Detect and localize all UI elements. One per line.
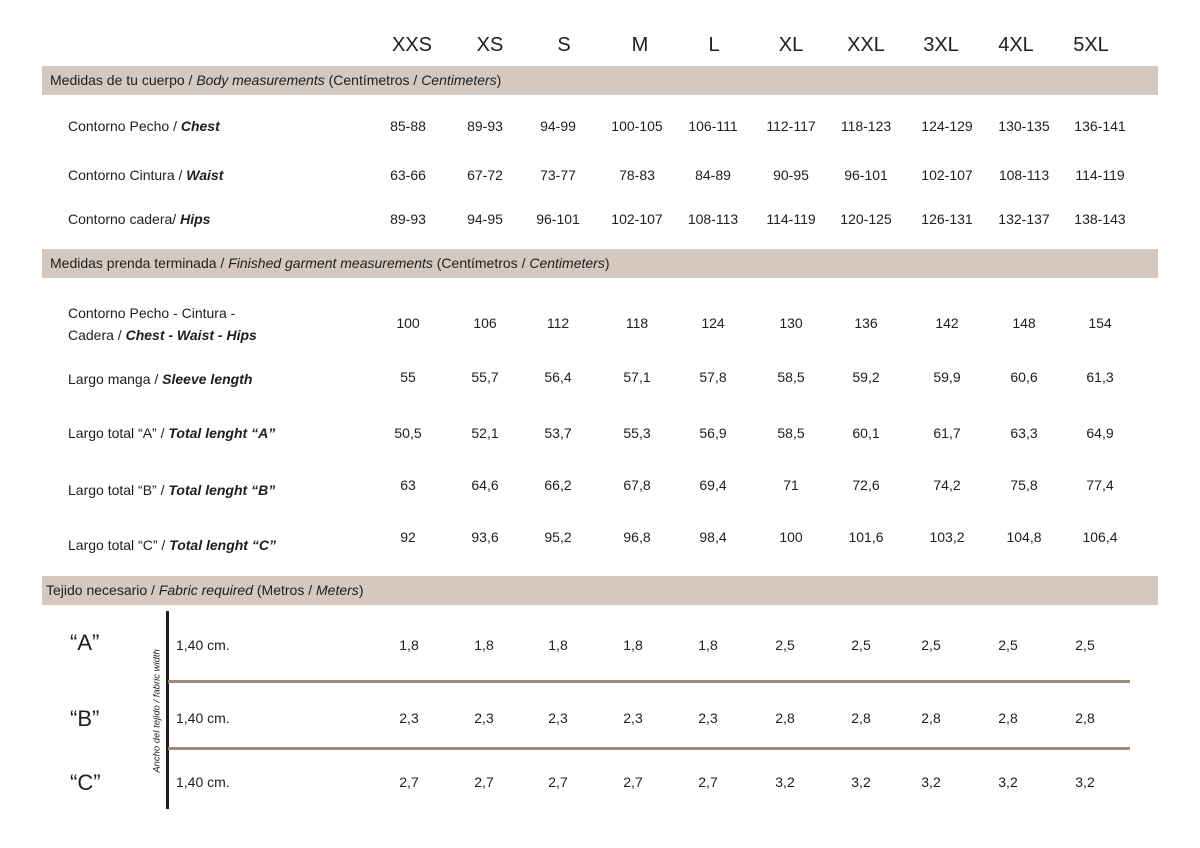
garment-value-cell: 112 xyxy=(546,315,570,331)
size-header-3xl: 3XL xyxy=(923,34,959,56)
garment-value-cell: 58,5 xyxy=(777,369,805,385)
fabric-value-cell: 3,2 xyxy=(1075,774,1095,790)
garment-value-cell: 55,7 xyxy=(471,369,499,385)
body-value-cell: 102-107 xyxy=(921,167,973,183)
body-value-cell: 124-129 xyxy=(921,118,973,134)
garment-value-cell: 67,8 xyxy=(623,477,651,493)
body-value-cell: 78-83 xyxy=(619,167,655,183)
garment-value-cell: 101,6 xyxy=(848,529,884,545)
garment-value-cell: 64,6 xyxy=(471,477,499,493)
garment-value-cell: 98,4 xyxy=(699,529,727,545)
fabric-value-cell: 2,3 xyxy=(698,710,718,726)
garment-value-cell: 55,3 xyxy=(623,425,651,441)
body-value-cell: 73-77 xyxy=(540,167,576,183)
garment-value-cell: 60,6 xyxy=(1010,369,1038,385)
fabric-width-vertical-label: Ancho del tejido / fabric width xyxy=(151,649,163,773)
row-label-chest-waist-hips: Contorno Pecho - Cintura - Cadera / Chest - Waist - Hips xyxy=(68,305,257,343)
fabric-value-cell: 1,8 xyxy=(474,637,494,653)
body-value-cell: 130-135 xyxy=(998,118,1050,134)
fabric-value-cell: 2,7 xyxy=(698,774,718,790)
garment-measurements-heading: Medidas prenda terminada / Finished garment measurements (Centímetros / Centimeters) xyxy=(50,255,610,271)
body-value-cell: 136-141 xyxy=(1074,118,1126,134)
fabric-letter-c: “C” xyxy=(70,770,101,795)
body-value-cell: 96-101 xyxy=(536,211,580,227)
row-label-waist: Contorno Cintura / Waist xyxy=(68,167,224,183)
garment-value-cell: 64,9 xyxy=(1086,425,1114,441)
body-measurements-band xyxy=(42,66,1158,95)
fabric-width-c: 1,40 cm. xyxy=(176,774,230,790)
fabric-letter-a: “A” xyxy=(70,630,100,655)
size-header-xs: XS xyxy=(476,34,504,56)
fabric-row-divider-1 xyxy=(168,680,1130,683)
fabric-value-cell: 1,8 xyxy=(623,637,643,653)
garment-value-cell: 136 xyxy=(854,315,878,331)
garment-value-cell: 59,9 xyxy=(933,369,961,385)
garment-value-cell: 106 xyxy=(473,315,497,331)
fabric-width-a: 1,40 cm. xyxy=(176,637,230,653)
garment-measurements-band xyxy=(42,249,1158,278)
fabric-row-divider-2 xyxy=(168,747,1130,750)
garment-value-cell: 124 xyxy=(701,315,725,331)
garment-value-cell: 55 xyxy=(400,369,416,385)
garment-value-cell: 60,1 xyxy=(852,425,880,441)
garment-value-cell: 52,1 xyxy=(471,425,499,441)
fabric-value-cell: 1,8 xyxy=(548,637,568,653)
garment-value-cell: 118 xyxy=(625,315,649,331)
garment-value-cell: 59,2 xyxy=(852,369,880,385)
body-value-cell: 89-93 xyxy=(467,118,503,134)
size-header-m: M xyxy=(631,34,649,56)
fabric-value-cell: 2,8 xyxy=(921,710,941,726)
body-value-cell: 94-99 xyxy=(540,118,576,134)
body-value-cell: 100-105 xyxy=(611,118,663,134)
fabric-value-cell: 2,7 xyxy=(623,774,643,790)
size-header-l: L xyxy=(708,34,720,56)
garment-value-cell: 50,5 xyxy=(394,425,422,441)
fabric-value-cell: 3,2 xyxy=(921,774,941,790)
fabric-letter-b: “B” xyxy=(70,706,100,731)
size-header-xxs: XXS xyxy=(391,34,433,56)
garment-value-cell: 104,8 xyxy=(1006,529,1042,545)
fabric-value-cell: 2,8 xyxy=(1075,710,1095,726)
body-value-cell: 90-95 xyxy=(773,167,809,183)
garment-value-cell: 58,5 xyxy=(777,425,805,441)
body-value-cell: 94-95 xyxy=(467,211,503,227)
garment-value-cell: 130 xyxy=(779,315,803,331)
row-label-total-length-c: Largo total “C” / Total lenght “C” xyxy=(68,537,276,553)
garment-value-cell: 75,8 xyxy=(1010,477,1038,493)
fabric-value-cell: 2,5 xyxy=(851,637,871,653)
garment-value-cell: 95,2 xyxy=(544,529,572,545)
fabric-required-band xyxy=(42,576,1158,605)
fabric-value-cell: 2,7 xyxy=(548,774,568,790)
body-value-cell: 132-137 xyxy=(998,211,1050,227)
row-label-chest: Contorno Pecho / Chest xyxy=(68,118,220,134)
fabric-required-heading: Tejido necesario / Fabric required (Metros / Meters) xyxy=(46,582,364,598)
garment-value-cell: 74,2 xyxy=(933,477,961,493)
fabric-value-cell: 2,5 xyxy=(775,637,795,653)
row-label-total-length-b: Largo total “B” / Total lenght “B” xyxy=(68,482,276,498)
garment-value-cell: 57,1 xyxy=(623,369,651,385)
body-value-cell: 102-107 xyxy=(611,211,663,227)
garment-value-cell: 63 xyxy=(400,477,416,493)
body-value-cell: 85-88 xyxy=(390,118,426,134)
body-value-cell: 118-123 xyxy=(840,118,892,134)
garment-value-cell: 106,4 xyxy=(1082,529,1118,545)
fabric-value-cell: 2,8 xyxy=(998,710,1018,726)
garment-value-cell: 100 xyxy=(779,529,803,545)
fabric-value-cell: 2,8 xyxy=(775,710,795,726)
garment-value-cell: 66,2 xyxy=(544,477,572,493)
fabric-value-cell: 2,7 xyxy=(474,774,494,790)
garment-value-cell: 96,8 xyxy=(623,529,651,545)
row-label-total-length-a: Largo total “A” / Total lenght “A” xyxy=(68,425,276,441)
body-value-cell: 126-131 xyxy=(921,211,973,227)
fabric-value-cell: 3,2 xyxy=(851,774,871,790)
garment-value-cell: 154 xyxy=(1088,315,1112,331)
fabric-value-cell: 2,5 xyxy=(998,637,1018,653)
fabric-value-cell: 3,2 xyxy=(998,774,1018,790)
garment-value-cell: 71 xyxy=(783,477,799,493)
garment-value-cell: 56,4 xyxy=(544,369,572,385)
fabric-value-cell: 2,3 xyxy=(399,710,419,726)
garment-value-cell: 57,8 xyxy=(699,369,727,385)
body-value-cell: 114-119 xyxy=(766,211,816,227)
garment-value-cell: 53,7 xyxy=(544,425,572,441)
body-measurements-heading: Medidas de tu cuerpo / Body measurements (Centímetros / Centimeters) xyxy=(50,72,502,88)
fabric-value-cell: 2,3 xyxy=(474,710,494,726)
garment-value-cell: 142 xyxy=(935,315,959,331)
fabric-value-cell: 2,3 xyxy=(548,710,568,726)
body-value-cell: 106-111 xyxy=(688,118,738,134)
body-value-cell: 120-125 xyxy=(840,211,892,227)
body-value-cell: 84-89 xyxy=(695,167,731,183)
body-value-cell: 138-143 xyxy=(1074,211,1126,227)
garment-value-cell: 92 xyxy=(400,529,416,545)
body-value-cell: 114-119 xyxy=(1075,167,1125,183)
garment-value-cell: 77,4 xyxy=(1086,477,1114,493)
fabric-value-cell: 3,2 xyxy=(775,774,795,790)
size-header-s: S xyxy=(557,34,571,56)
fabric-value-cell: 2,8 xyxy=(851,710,871,726)
garment-value-cell: 69,4 xyxy=(699,477,727,493)
garment-value-cell: 103,2 xyxy=(929,529,965,545)
garment-value-cell: 61,7 xyxy=(933,425,961,441)
size-header-4xl: 4XL xyxy=(998,34,1034,56)
garment-value-cell: 148 xyxy=(1012,315,1036,331)
fabric-vertical-divider xyxy=(166,611,169,809)
body-value-cell: 96-101 xyxy=(844,167,888,183)
garment-value-cell: 100 xyxy=(396,315,420,331)
size-header-xxl: XXL xyxy=(847,34,885,56)
body-value-cell: 89-93 xyxy=(390,211,426,227)
body-value-cell: 112-117 xyxy=(766,118,816,134)
garment-value-cell: 56,9 xyxy=(699,425,727,441)
fabric-value-cell: 2,5 xyxy=(1075,637,1095,653)
fabric-value-cell: 2,7 xyxy=(399,774,419,790)
body-value-cell: 67-72 xyxy=(467,167,503,183)
body-value-cell: 108-113 xyxy=(998,167,1050,183)
fabric-value-cell: 1,8 xyxy=(698,637,718,653)
row-label-sleeve-length: Largo manga / Sleeve length xyxy=(68,371,253,387)
garment-value-cell: 72,6 xyxy=(852,477,880,493)
garment-value-cell: 93,6 xyxy=(471,529,499,545)
fabric-value-cell: 1,8 xyxy=(399,637,419,653)
fabric-value-cell: 2,5 xyxy=(921,637,941,653)
garment-value-cell: 61,3 xyxy=(1086,369,1114,385)
garment-value-cell: 63,3 xyxy=(1010,425,1038,441)
size-header-5xl: 5XL xyxy=(1073,34,1109,56)
fabric-value-cell: 2,3 xyxy=(623,710,643,726)
row-label-hips: Contorno cadera/ Hips xyxy=(68,211,211,227)
fabric-width-b: 1,40 cm. xyxy=(176,710,230,726)
body-value-cell: 63-66 xyxy=(390,167,426,183)
size-header-xl: XL xyxy=(778,34,804,56)
body-value-cell: 108-113 xyxy=(687,211,739,227)
